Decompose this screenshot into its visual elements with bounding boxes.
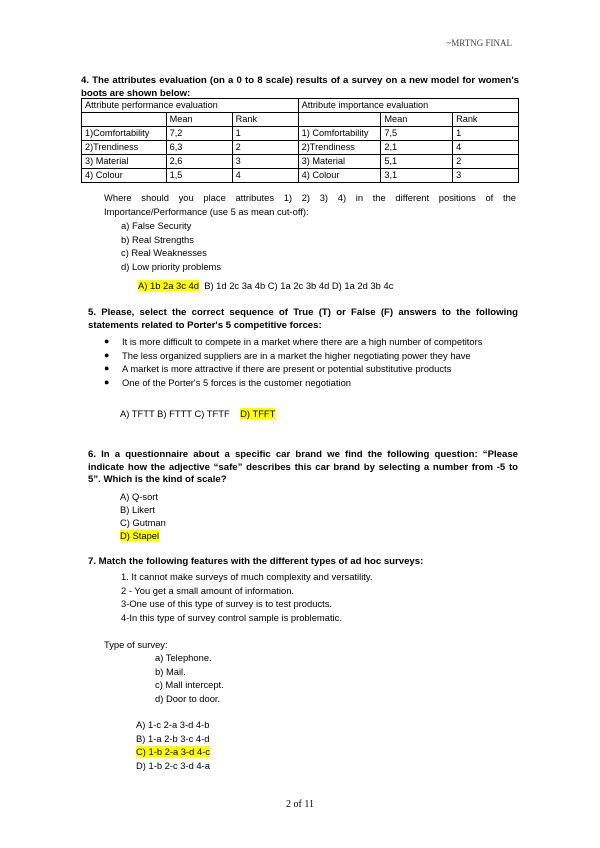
q7-feature-1: 1. It cannot make surveys of much complexity and versatility. — [121, 571, 373, 582]
cell-imp-mean: 7,5 — [381, 127, 453, 141]
q5-bullet-text: The less organized suppliers are in a market the higher negotiating power they have — [122, 349, 471, 361]
q5-bullet-text: One of the Porter's 5 forces is the customer negotiation — [122, 376, 351, 388]
q4-item-a: a) False Security — [121, 220, 192, 231]
cell-perf-mean: 7,2 — [166, 127, 232, 141]
cell-attr: 2)Trendiness — [82, 141, 167, 155]
group-importance: Attribute importance evaluation — [298, 99, 518, 113]
question-6-text — [88, 449, 518, 487]
cell-imp-rank: 3 — [453, 169, 519, 183]
question-5-text: 5. Please, select the correct sequence of True (T) or False (F) answers to the following statements related to Porter's 5 competitive forces: — [88, 307, 518, 331]
cell-perf-rank: 4 — [232, 169, 298, 183]
table-row — [82, 169, 519, 183]
cell-imp-mean: 2,1 — [381, 141, 453, 155]
q7-type-a: a) Telephone. — [155, 652, 212, 663]
q4-answers — [138, 279, 393, 293]
q5-answer-correct: D) TFFT — [240, 408, 276, 419]
cell-perf-mean: 2,6 — [166, 155, 232, 169]
group-performance: Attribute performance evaluation — [82, 99, 299, 113]
q4-item-c: c) Real Weaknesses — [121, 247, 207, 258]
cell-attr2: 2)Trendiness — [298, 141, 381, 155]
q5-bullets — [104, 335, 518, 389]
q5-answers — [120, 407, 275, 421]
q5-bullet — [104, 349, 518, 363]
table-group-row — [82, 99, 519, 113]
q7-type-label: Type of survey: — [104, 639, 168, 650]
cell-imp-mean: 3,1 — [381, 169, 453, 183]
bullet-dot-icon: ● — [104, 336, 110, 346]
question-7-text: 7. Match the following features with the different types of ad hoc surveys: — [88, 556, 424, 567]
q4-answer-others: B) 1d 2c 3a 4b C) 1a 2c 3b 4d D) 1a 2d 3b 4c — [204, 280, 394, 291]
q5-answers-plain: A) TFTT B) FTTT C) TFTF — [120, 408, 230, 419]
question-6-body: 6. In a questionnaire about a specific car brand we find the following question: “Please indicate how the adjective “safe” describes this car brand by selecting a number from -5 to 5”. Which is the kind of scale? — [88, 449, 518, 485]
q5-bullet — [104, 376, 518, 390]
col-rank-2: Rank — [453, 113, 519, 127]
col-rank: Rank — [232, 113, 298, 127]
q5-bullet-text: A market is more attractive if there are present or potential substitutive products — [122, 363, 452, 375]
question-4-prompt: Where should you place attributes 1) 2) 3) 4) in the different positions of the Importance/Performance (use 5 as mean cut-off): — [104, 192, 516, 217]
table-header-row — [82, 113, 519, 127]
cell-perf-mean: 1,5 — [166, 169, 232, 183]
q7-type-d: d) Door to door. — [155, 693, 221, 704]
cell-attr: 3) Material — [82, 155, 167, 169]
cell-attr: 1)Comfortability — [82, 127, 167, 141]
page-number: 2 of 11 — [286, 799, 314, 810]
q7-type-b: b) Mail. — [155, 666, 186, 677]
q6-option-c: C) Gutman — [120, 517, 166, 528]
q6-option-a: A) Q-sort — [120, 491, 159, 502]
q4-item-b: b) Real Strengths — [121, 234, 194, 245]
bullet-dot-icon: ● — [104, 376, 110, 387]
cell-attr2: 4) Colour — [298, 169, 381, 183]
col-mean: Mean — [166, 113, 232, 127]
cell-perf-rank: 1 — [232, 127, 298, 141]
q7-feature-3: 3-One use of this type of survey is to test products. — [121, 598, 333, 609]
q7-answer-c-correct: C) 1-b 2-a 3-d 4-c — [136, 746, 210, 757]
cell-perf-mean: 6,3 — [166, 141, 232, 155]
q6-option-b: B) Likert — [120, 504, 155, 515]
running-header: ~MRTNG FINAL — [446, 38, 512, 48]
table-row — [82, 141, 519, 155]
attribute-table — [81, 98, 519, 183]
question-4-text: 4. The attributes evaluation (on a 0 to 8 scale) results of a survey on a new model for women's boots are shown below: — [81, 75, 519, 99]
q6-answer-correct: D) Stapel — [120, 530, 160, 541]
q7-answer-b: B) 1-a 2-b 3-c 4-d — [136, 733, 210, 744]
table-row — [82, 155, 519, 169]
q4-item-d: d) Low priority problems — [121, 261, 222, 272]
col-mean-2: Mean — [381, 113, 453, 127]
q7-feature-4: 4-In this type of survey control sample is problematic. — [121, 612, 342, 623]
cell-imp-rank: 1 — [453, 127, 519, 141]
cell-perf-rank: 2 — [232, 141, 298, 155]
cell-imp-rank: 2 — [453, 155, 519, 169]
q5-bullet — [104, 335, 518, 349]
q7-type-c: c) Mall intercept. — [155, 679, 224, 690]
cell-imp-rank: 4 — [453, 141, 519, 155]
q7-answer-d: D) 1-b 2-c 3-d 4-a — [136, 760, 210, 771]
cell-attr2: 1) Comfortability — [298, 127, 381, 141]
q5-bullet-text: It is more difficult to compete in a market where there are a high number of competitors — [122, 336, 483, 347]
bullet-dot-icon: ● — [104, 349, 110, 360]
q7-answer-a: A) 1-c 2-a 3-d 4-b — [136, 719, 210, 730]
cell-attr: 4) Colour — [82, 169, 167, 183]
q7-feature-2: 2 - You get a small amount of information. — [121, 585, 295, 596]
q4-answer-correct: A) 1b 2a 3c 4d — [138, 280, 199, 291]
bullet-dot-icon: ● — [104, 363, 110, 374]
cell-attr2: 3) Material — [298, 155, 381, 169]
cell-perf-rank: 3 — [232, 155, 298, 169]
q5-bullet — [104, 362, 518, 376]
cell-imp-mean: 5,1 — [381, 155, 453, 169]
table-row — [82, 127, 519, 141]
